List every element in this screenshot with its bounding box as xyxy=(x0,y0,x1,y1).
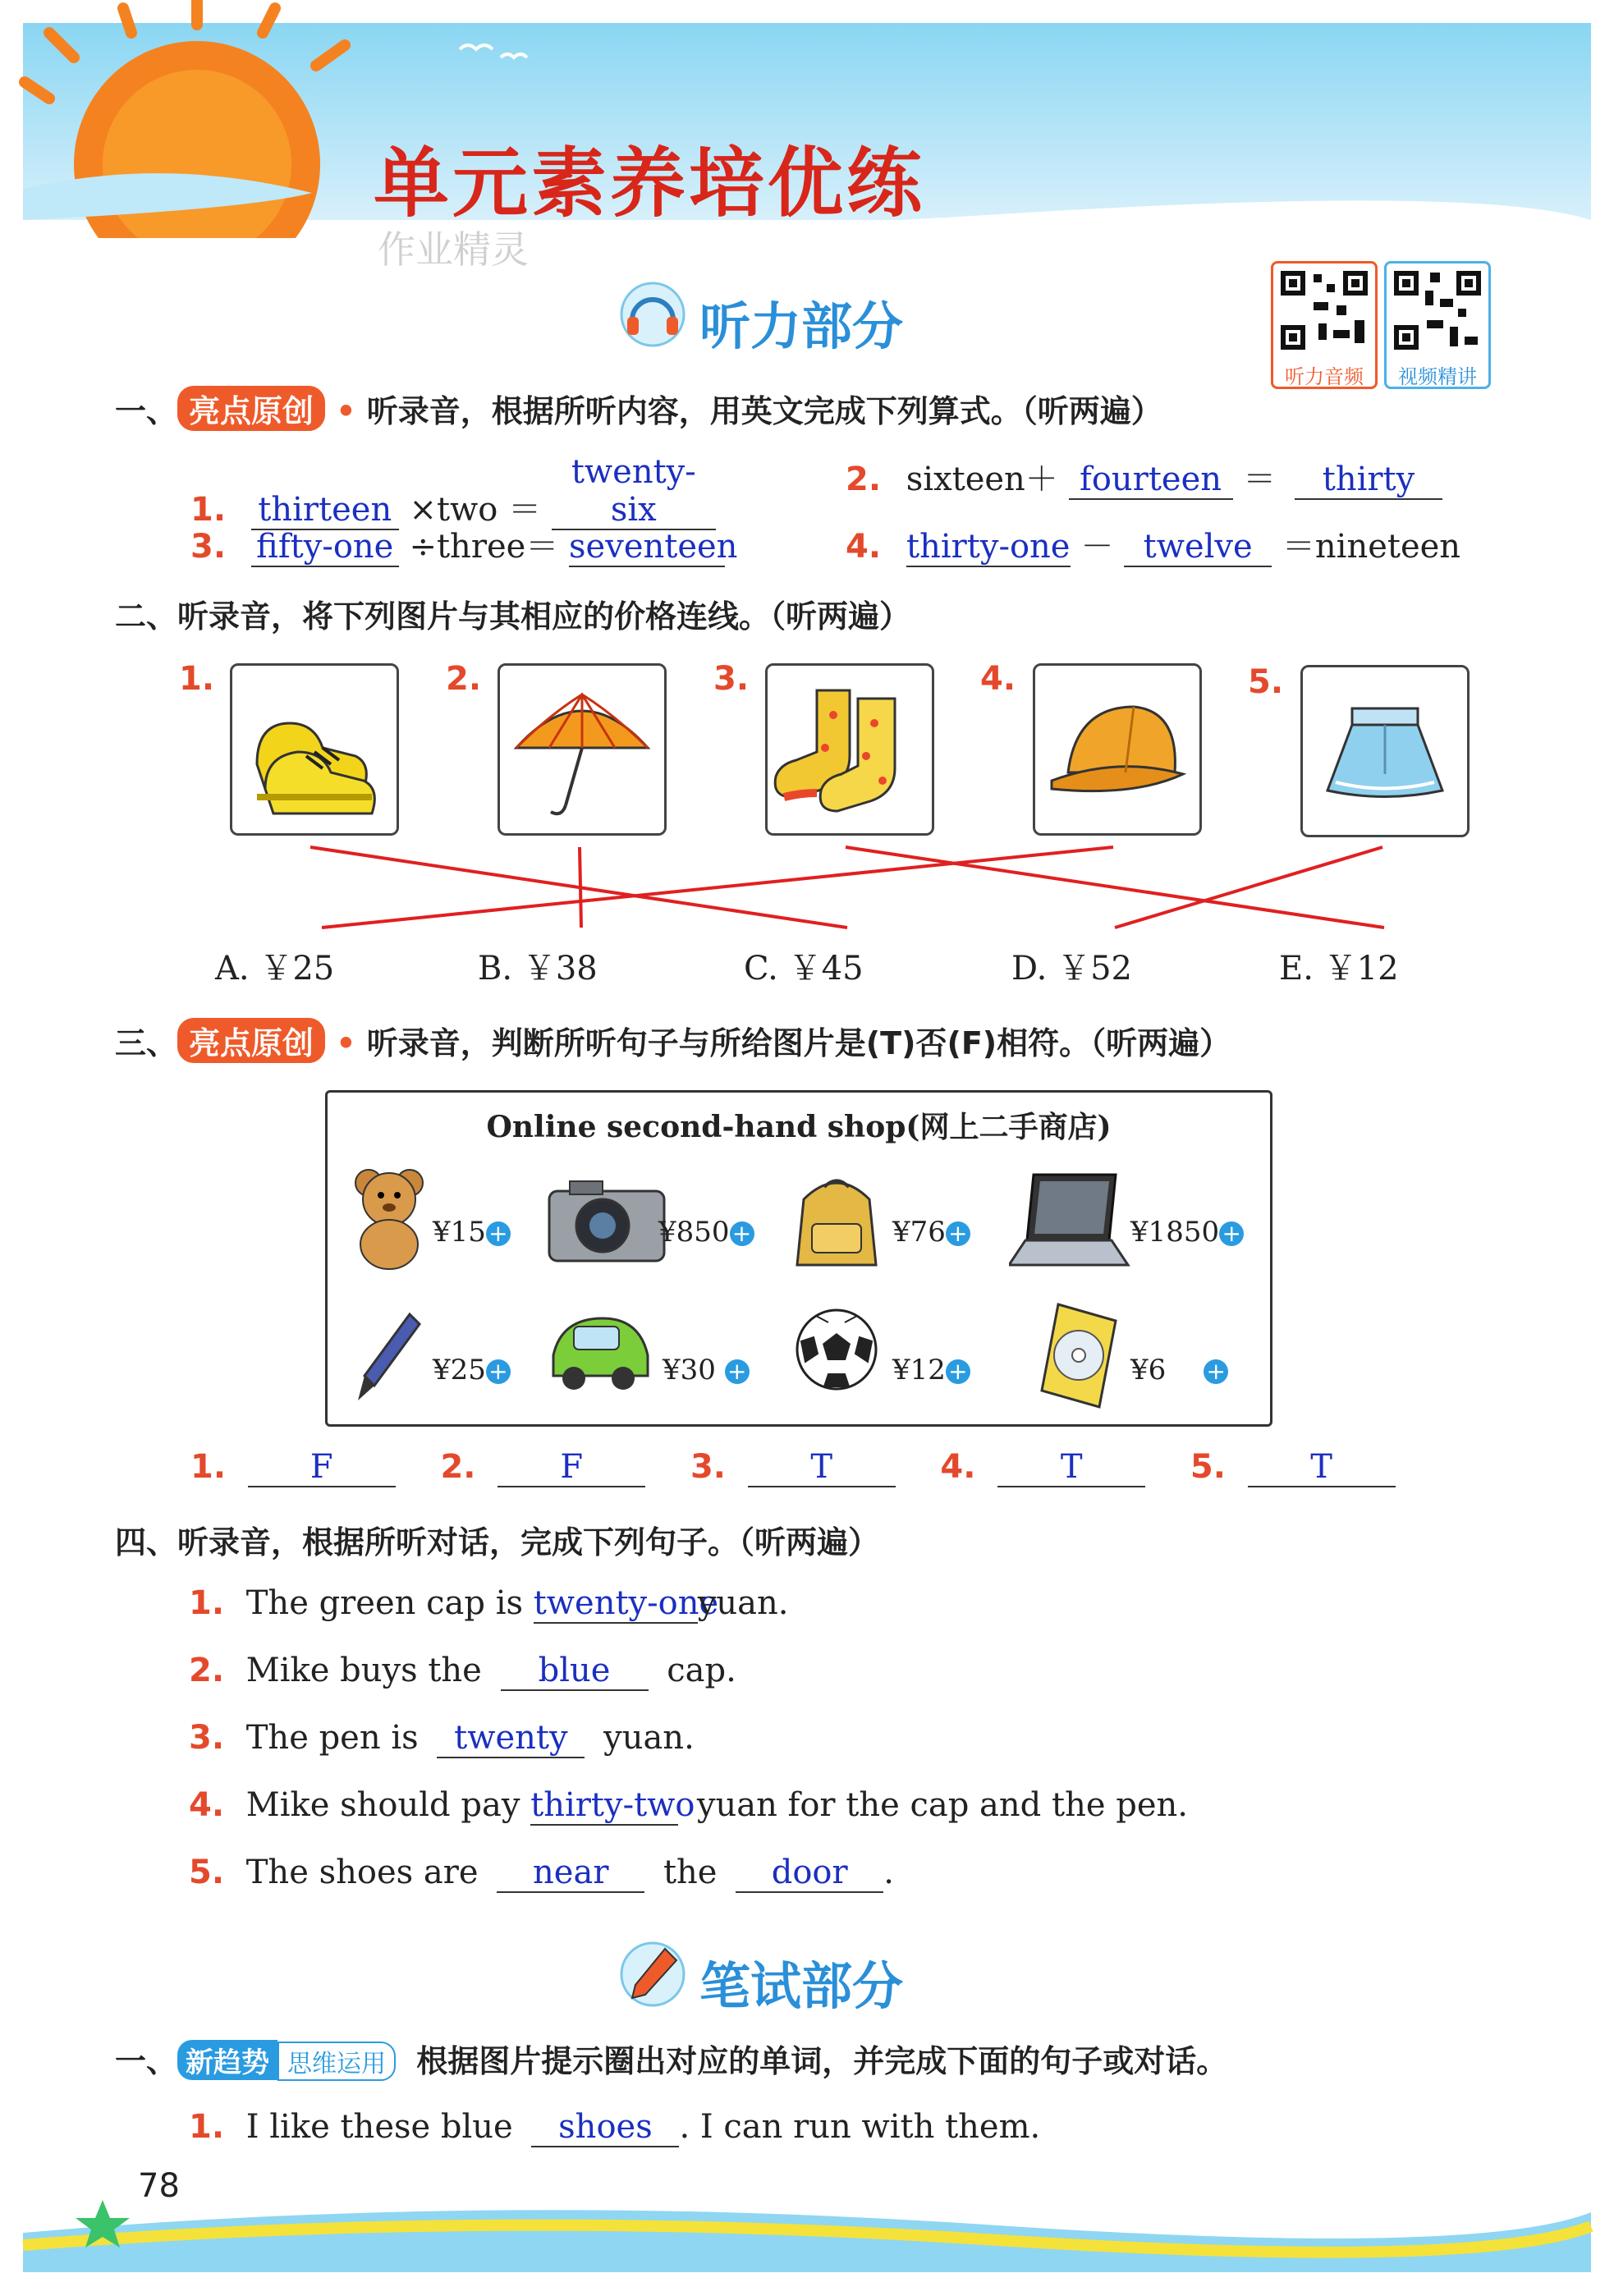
price-value: ¥6 xyxy=(1130,1354,1167,1386)
price-value: ￥25 xyxy=(259,950,335,988)
shop-price xyxy=(433,1216,511,1249)
answer-blank[interactable]: seventeen xyxy=(569,528,738,566)
answer-blank[interactable]: thirteen xyxy=(251,491,399,530)
shop-price xyxy=(433,1354,511,1386)
price-value: ¥25 xyxy=(433,1354,486,1386)
price-value: ￥12 xyxy=(1323,950,1399,988)
answer-blank[interactable]: shoes xyxy=(531,2108,679,2147)
item-number: 5. xyxy=(189,1854,225,1891)
answer-blank[interactable]: near xyxy=(497,1854,644,1893)
add-to-cart-icon[interactable]: + xyxy=(725,1359,750,1384)
shop-price xyxy=(663,1354,750,1386)
part1-number: 一、 xyxy=(115,393,178,429)
part1-instruction-text: 听录音，根据所听内容，用英文完成下列算式。（听两遍） xyxy=(366,393,1162,429)
price-letter: A. xyxy=(215,950,250,988)
price-option-a[interactable] xyxy=(215,942,334,989)
price-option-c[interactable] xyxy=(744,942,864,989)
equation-text: ＝nineteen xyxy=(1282,528,1461,566)
part2-instruction: 二、听录音，将下列图片与其相应的价格连线。（听两遍） xyxy=(115,598,911,635)
part1-instruction: 一、 亮点原创 • 听录音，根据所听内容，用英文完成下列算式。（听两遍） xyxy=(115,386,1162,431)
price-value: ¥15 xyxy=(433,1216,486,1249)
camera-icon xyxy=(545,1175,668,1265)
item-number: 1. xyxy=(189,1584,225,1622)
match-line xyxy=(580,847,581,928)
answer-blank[interactable]: fourteen xyxy=(1069,461,1233,500)
laptop-icon xyxy=(1009,1166,1132,1273)
answer-blank[interactable]: twenty-one xyxy=(533,1584,719,1622)
item-number: 3. xyxy=(190,528,227,566)
price-value: ¥850 xyxy=(658,1216,730,1249)
sentence-text: . I can run with them. xyxy=(679,2108,1041,2146)
thinking-badge: 思维运用 xyxy=(277,2042,396,2081)
item-number: 3. xyxy=(690,1448,726,1486)
sentence-3 xyxy=(189,1719,695,1758)
sentence-text: Mike buys the xyxy=(245,1652,482,1689)
add-to-cart-icon[interactable]: + xyxy=(730,1221,754,1246)
answer-blank[interactable]: T xyxy=(748,1448,896,1487)
item-number: 1. xyxy=(179,660,215,698)
true-false-answers xyxy=(190,1448,1396,1487)
shop-price xyxy=(892,1216,970,1249)
price-option-e[interactable] xyxy=(1279,942,1399,989)
sentence-text: yuan for the cap and the pen. xyxy=(696,1786,1188,1824)
equation-operator: ÷three＝ xyxy=(409,528,559,566)
add-to-cart-icon[interactable]: + xyxy=(1204,1359,1228,1384)
item-number: 4. xyxy=(980,660,1016,698)
sentence-text: yuan. xyxy=(697,1584,789,1622)
item-number: 1. xyxy=(189,2108,225,2146)
item-number: 4. xyxy=(940,1448,976,1486)
watermark: 作业精灵 xyxy=(378,227,529,272)
answer-blank[interactable]: fifty-one xyxy=(251,528,399,567)
listening-section-title: 听力部分 xyxy=(699,296,904,356)
item-number: 4. xyxy=(846,528,882,566)
sentence-text: Mike should pay xyxy=(245,1786,531,1824)
match-line xyxy=(322,847,1113,928)
sentence-4 xyxy=(189,1786,1188,1826)
price-letter: B. xyxy=(478,950,513,988)
equation-text: sixteen＋ xyxy=(906,461,1058,498)
item-number: 3. xyxy=(189,1719,225,1757)
online-shop-box xyxy=(325,1090,1272,1427)
item-number: 4. xyxy=(189,1786,225,1824)
page-title: 单元素养培优练 xyxy=(374,140,926,227)
answer-blank[interactable]: thirty xyxy=(1295,461,1442,500)
footer-band xyxy=(0,2167,1614,2296)
part3-instruction-text: 听录音，判断所听句子与所给图片是(T)否(F)相符。（听两遍） xyxy=(366,1025,1231,1061)
add-to-cart-icon[interactable]: + xyxy=(1219,1221,1244,1246)
answer-blank[interactable]: T xyxy=(1248,1448,1396,1487)
equation-operator: ＝ xyxy=(1243,461,1277,498)
part3-number: 三、 xyxy=(115,1025,178,1061)
writing-sentence-1 xyxy=(189,2108,1040,2147)
match-line xyxy=(1115,847,1382,928)
price-value: ¥12 xyxy=(892,1354,946,1386)
shop-price xyxy=(892,1354,970,1386)
video-qr-label: 视频精讲 xyxy=(1398,365,1477,388)
football-icon xyxy=(791,1304,882,1395)
sentence-text: The green cap is xyxy=(245,1584,534,1622)
add-to-cart-icon[interactable]: + xyxy=(946,1359,970,1384)
part4-instruction: 四、听录音，根据所听对话，完成下列句子。（听两遍） xyxy=(115,1524,880,1560)
add-to-cart-icon[interactable]: + xyxy=(486,1359,511,1384)
teddy-bear-icon xyxy=(344,1158,434,1273)
part5-instruction-text: 根据图片提示圈出对应的单词，并完成下面的句子或对话。 xyxy=(416,2043,1228,2079)
price-option-d[interactable] xyxy=(1011,942,1132,989)
answer-blank[interactable]: door xyxy=(736,1854,883,1893)
sentence-2 xyxy=(189,1652,736,1691)
trend-badge: 新趋势 xyxy=(177,2040,277,2080)
sentence-text: I like these blue xyxy=(245,2108,513,2146)
answer-blank[interactable]: twelve xyxy=(1124,528,1272,567)
shop-price xyxy=(658,1216,754,1249)
writing-section-title: 笔试部分 xyxy=(699,1956,904,2016)
add-to-cart-icon[interactable]: + xyxy=(486,1221,511,1246)
sentence-text: The shoes are xyxy=(245,1854,479,1891)
backpack-icon xyxy=(783,1166,890,1273)
price-value: ￥52 xyxy=(1057,950,1132,988)
equation-operator: ×two ＝ xyxy=(409,491,542,529)
price-value: ¥76 xyxy=(892,1216,946,1249)
price-value: ¥30 xyxy=(663,1354,716,1386)
add-to-cart-icon[interactable]: + xyxy=(946,1221,970,1246)
highlight-badge: 亮点原创 xyxy=(177,1018,325,1063)
shop-title: Online second-hand shop(网上二手商店) xyxy=(486,1110,1112,1144)
sentence-text: cap. xyxy=(667,1652,736,1689)
item-number: 5. xyxy=(1248,663,1284,701)
answer-blank[interactable]: T xyxy=(997,1448,1145,1487)
price-option-b[interactable] xyxy=(478,942,598,989)
page-number: 78 xyxy=(138,2167,180,2205)
equation-operator: － xyxy=(1080,528,1114,566)
item-number: 1. xyxy=(190,1448,227,1486)
answer-blank[interactable]: thirty-one xyxy=(906,528,1071,566)
sentence-5 xyxy=(189,1854,894,1893)
item-number: 1. xyxy=(190,491,227,529)
item-number: 3. xyxy=(713,660,750,698)
item-number: 2. xyxy=(446,660,482,698)
price-value: ￥38 xyxy=(522,950,598,988)
sentence-text: The pen is xyxy=(245,1719,419,1757)
cd-icon xyxy=(1034,1296,1124,1411)
pen-icon xyxy=(352,1306,426,1405)
answer-blank[interactable]: thirty-two xyxy=(530,1786,695,1824)
item-number: 2. xyxy=(440,1448,476,1486)
sentence-1 xyxy=(189,1584,788,1624)
pencil-icon xyxy=(617,1939,688,2010)
sentence-text: the xyxy=(663,1854,718,1891)
answer-blank[interactable]: twenty xyxy=(437,1719,585,1758)
item-number: 5. xyxy=(1190,1448,1226,1486)
part5-number: 一、 xyxy=(115,2043,178,2079)
part5-instruction xyxy=(115,2036,1227,2081)
answer-blank[interactable]: F xyxy=(497,1448,645,1487)
answer-blank[interactable]: twenty-six xyxy=(552,453,716,530)
price-letter: C. xyxy=(744,950,778,988)
part3-instruction: 三、 亮点原创 • 听录音，判断所听句子与所给图片是(T)否(F)相符。（听两遍） xyxy=(115,1018,1231,1063)
shop-price xyxy=(1130,1354,1228,1386)
sentence-text: yuan. xyxy=(603,1719,695,1757)
sentence-text: . xyxy=(883,1854,894,1891)
matching-lines xyxy=(0,0,1614,985)
price-value: ¥1850 xyxy=(1130,1216,1220,1249)
highlight-badge: 亮点原创 xyxy=(177,386,325,431)
price-letter: D. xyxy=(1011,950,1048,988)
audio-qr-label: 听力音频 xyxy=(1285,365,1364,388)
price-letter: E. xyxy=(1279,950,1314,988)
item-number: 2. xyxy=(189,1652,225,1689)
toy-car-icon xyxy=(545,1306,652,1405)
answer-blank[interactable]: blue xyxy=(501,1652,649,1691)
price-value: ￥45 xyxy=(788,950,864,988)
match-line xyxy=(846,847,1384,928)
shop-price xyxy=(1130,1216,1244,1249)
item-number: 2. xyxy=(846,461,882,498)
answer-blank[interactable]: F xyxy=(248,1448,396,1487)
